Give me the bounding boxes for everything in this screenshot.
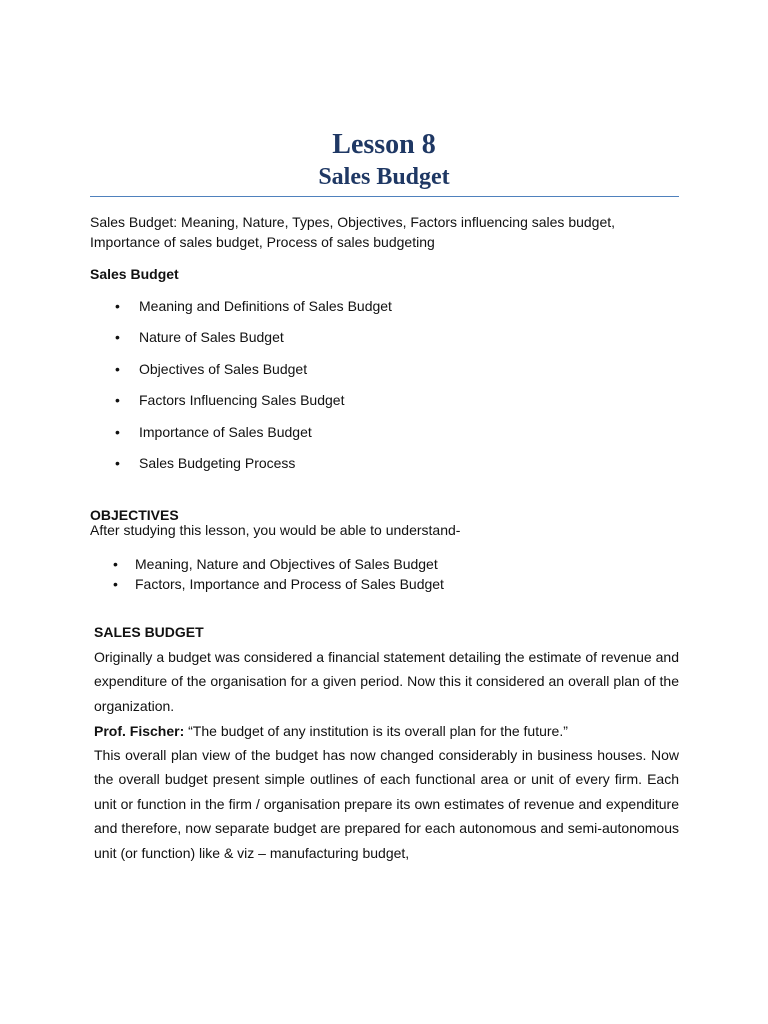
body-paragraph: Originally a budget was considered a financial statement detailing the estimate of revenue and expenditure of the organisation for a given period. Now this it considered an overall plan of the organization. xyxy=(94,649,679,714)
list-item: Factors, Importance and Process of Sales Budget xyxy=(135,576,444,592)
list-item: Meaning, Nature and Objectives of Sales Budget xyxy=(135,556,438,572)
list-item: Importance of Sales Budget xyxy=(139,424,312,440)
bullet-icon: • xyxy=(115,455,120,471)
objectives-heading: OBJECTIVES xyxy=(90,507,179,523)
topics-heading: Sales Budget xyxy=(90,266,179,282)
list-item: Nature of Sales Budget xyxy=(139,329,284,345)
list-item: Objectives of Sales Budget xyxy=(139,361,308,377)
bullet-icon: • xyxy=(115,361,120,377)
bullet-icon: • xyxy=(115,424,120,440)
lesson-title: Lesson 8 xyxy=(332,129,436,160)
objectives-intro: After studying this lesson, you would be able to understand- xyxy=(90,522,461,538)
bullet-icon: • xyxy=(113,576,118,592)
title-divider xyxy=(90,196,679,197)
list-item: Sales Budgeting Process xyxy=(139,455,296,471)
bullet-icon: • xyxy=(113,556,118,572)
quote-text: “The budget of any institution is its overall plan for the future.” xyxy=(184,723,568,739)
bullet-icon: • xyxy=(115,329,120,345)
section-heading: SALES BUDGET xyxy=(94,624,204,640)
list-item: Factors Influencing Sales Budget xyxy=(139,392,345,408)
bullet-icon: • xyxy=(115,298,120,314)
bullet-icon: • xyxy=(115,392,120,408)
lesson-summary: Sales Budget: Meaning, Nature, Types, Objectives, Factors influencing sales budget, Importance of sales budget, Process of sales budgeting xyxy=(90,214,616,250)
body-paragraph: This overall plan view of the budget has now changed considerably in business houses. Now the overall budget present simple outlines of each functional area or unit of every firm. Each unit or function in the firm / organisation prepare its own estimates of revenue and expenditure and therefore, now separate budget are prepared for each autonomous and semi-autonomous unit (or function) like & viz – manufacturing budget, xyxy=(94,747,679,861)
quote-paragraph xyxy=(94,719,679,743)
quote-label: Prof. Fischer: xyxy=(94,723,185,739)
list-item: Meaning and Definitions of Sales Budget xyxy=(139,298,392,314)
lesson-subtitle: Sales Budget xyxy=(318,164,450,190)
